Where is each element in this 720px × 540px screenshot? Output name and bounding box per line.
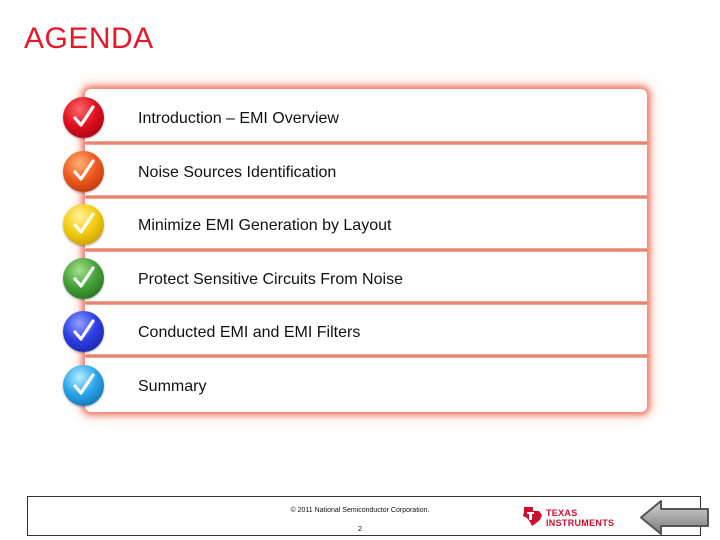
check-icon: [63, 311, 104, 352]
agenda-item-noise-sources[interactable]: Noise Sources Identification: [138, 164, 337, 181]
agenda-item-summary[interactable]: Summary: [138, 378, 207, 395]
agenda-divider: [85, 248, 649, 252]
page-title: AGENDA: [24, 22, 154, 55]
agenda-item-layout[interactable]: Minimize EMI Generation by Layout: [138, 217, 392, 234]
agenda-item-protect-circuits[interactable]: Protect Sensitive Circuits From Noise: [138, 271, 403, 288]
check-icon: [63, 258, 104, 299]
agenda-divider: [85, 301, 649, 305]
back-button[interactable]: [639, 499, 710, 536]
logo-instruments: INSTRUMENTS: [546, 518, 615, 528]
check-icon: [63, 204, 104, 245]
texas-instruments-logo-icon: [521, 505, 545, 527]
left-arrow-icon: [641, 501, 708, 534]
check-icon: [63, 97, 104, 138]
agenda-item-conducted-emi[interactable]: Conducted EMI and EMI Filters: [138, 324, 361, 341]
agenda-divider: [85, 141, 649, 145]
agenda-item-introduction[interactable]: Introduction – EMI Overview: [138, 110, 339, 127]
check-icon: [63, 365, 104, 406]
page-number: 2: [358, 526, 362, 533]
agenda-divider: [85, 354, 649, 358]
copyright-text: © 2011 National Semiconductor Corporation.: [290, 507, 430, 514]
check-icon: [63, 151, 104, 192]
agenda-divider: [85, 195, 649, 199]
logo-texas: TEXAS: [546, 508, 578, 518]
